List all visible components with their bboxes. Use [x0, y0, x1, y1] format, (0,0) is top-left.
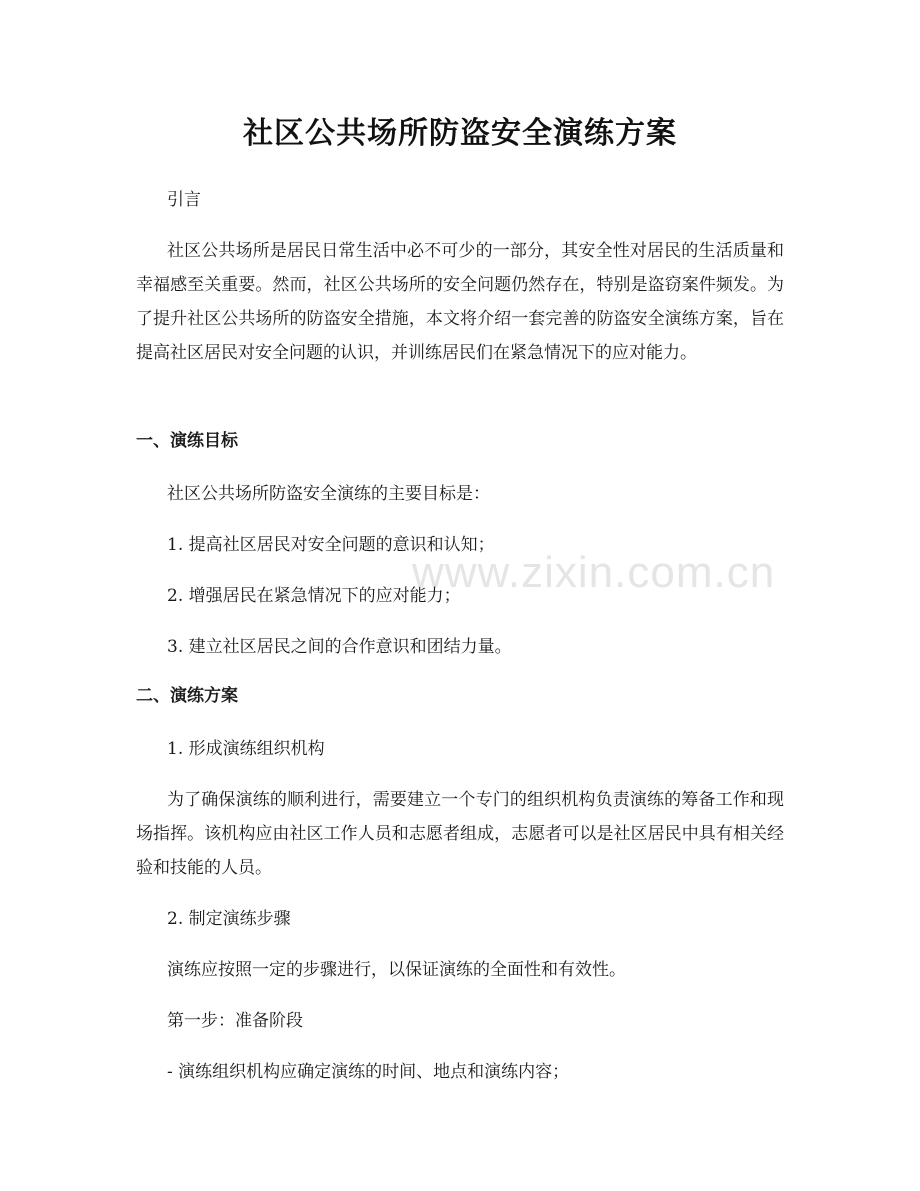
plan-subtitle-1: 1. 形成演练组织机构 — [167, 739, 325, 759]
goal-item-2: 2. 增强居民在紧急情况下的应对能力； — [167, 586, 461, 606]
plan-subtitle-2: 2. 制定演练步骤 — [167, 909, 291, 929]
goals-lead: 社区公共场所防盗安全演练的主要目标是： — [167, 484, 490, 504]
intro-label: 引言 — [167, 190, 201, 210]
section-heading-plan: 二、演练方案 — [136, 686, 238, 706]
plan-paragraph-1: 为了确保演练的顺利进行，需要建立一个专门的组织机构负责演练的筹备工作和现场指挥。该机构应由社区工作人员和志愿者组成，志愿者可以是社区居民中具有相关经验和技能的人员。 — [136, 790, 784, 878]
goal-item-3: 3. 建立社区居民之间的合作意识和团结力量。 — [167, 637, 512, 657]
section-heading-goals: 一、演练目标 — [136, 431, 238, 451]
step-1-title: 第一步：准备阶段 — [167, 1011, 303, 1031]
intro-paragraph: 社区公共场所是居民日常生活中必不可少的一部分，其安全性对居民的生活质量和幸福感至关重要。然而，社区公共场所的安全问题仍然存在，特别是盗窃案件频发。为了提升社区公共场所的防盗安全措施，本文将介绍一套完善的防盗安全演练方案，旨在提高社区居民对安全问题的认识，并训练居民们在紧急情况下的应对能力。 — [136, 241, 784, 363]
plan-paragraph-2: 演练应按照一定的步骤进行，以保证演练的全面性和有效性。 — [167, 960, 626, 980]
watermark: www.zixin.com.cn — [412, 548, 776, 597]
step-1-item-1: - 演练组织机构应确定演练的时间、地点和演练内容； — [167, 1062, 570, 1082]
document-title: 社区公共场所防盗安全演练方案 — [243, 116, 677, 151]
goal-item-1: 1. 提高社区居民对安全问题的意识和认知； — [167, 535, 495, 555]
